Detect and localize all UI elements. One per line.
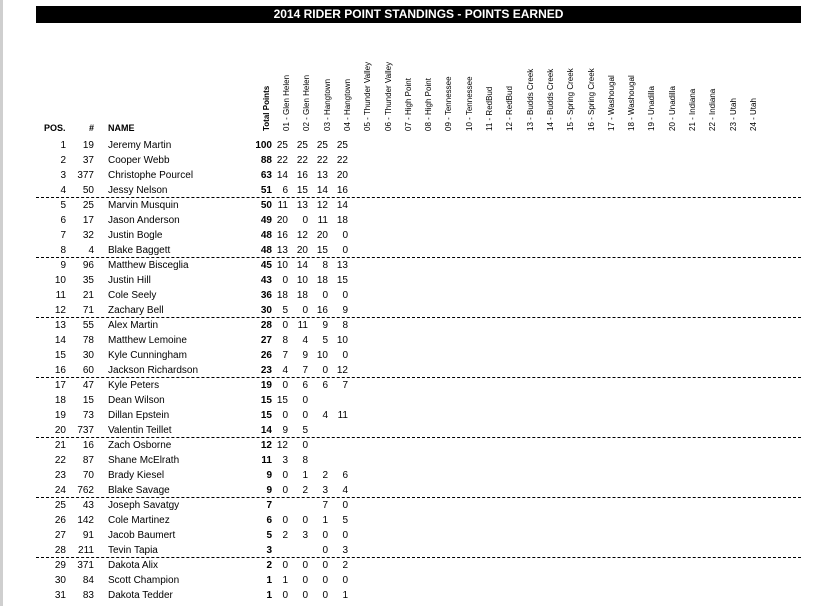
- rider-name: Jeremy Martin: [108, 140, 172, 151]
- rider-round-points: 4: [302, 335, 308, 346]
- rider-round-points: 1: [302, 470, 308, 481]
- rider-round-points: 0: [302, 395, 308, 406]
- rider-round-points: 0: [342, 350, 348, 361]
- rider-number: 15: [82, 395, 94, 406]
- rider-round-points: 4: [322, 410, 328, 421]
- rider-position: 10: [54, 275, 66, 286]
- rider-number: 19: [82, 140, 94, 151]
- rider-number: 371: [77, 560, 94, 571]
- rider-position: 27: [54, 530, 66, 541]
- rider-total-points: 100: [255, 140, 272, 151]
- rider-name: Matthew Bisceglia: [108, 260, 189, 271]
- rider-round-points: 3: [282, 455, 288, 466]
- round-header-21: 21 - Indiana: [688, 88, 697, 131]
- table-row: [36, 588, 801, 603]
- rider-round-points: 12: [316, 200, 328, 211]
- rider-round-points: 2: [322, 470, 328, 481]
- rider-round-points: 2: [302, 485, 308, 496]
- rider-total-points: 15: [260, 395, 272, 406]
- rider-number: 60: [82, 365, 94, 376]
- table-row: [36, 363, 801, 378]
- rider-round-points: 14: [296, 260, 308, 271]
- rider-total-points: 6: [266, 515, 272, 526]
- rider-number: 50: [82, 185, 94, 196]
- rider-round-points: 0: [342, 245, 348, 256]
- rider-round-points: 1: [282, 575, 288, 586]
- rider-round-points: 16: [296, 170, 308, 181]
- rider-name: Joseph Savatgy: [108, 500, 180, 511]
- num-header: #: [89, 123, 95, 133]
- rider-position: 17: [54, 380, 66, 391]
- rider-total-points: 1: [266, 575, 272, 586]
- table-row: [36, 168, 801, 183]
- rider-round-points: 0: [322, 590, 328, 601]
- table-row: [36, 573, 801, 588]
- rider-round-points: 12: [276, 440, 288, 451]
- round-header-2: 02 - Glen Helen: [302, 74, 312, 131]
- rider-round-points: 0: [342, 530, 348, 541]
- rider-position: 13: [54, 320, 66, 331]
- rider-name: Cooper Webb: [108, 155, 170, 166]
- rider-position: 14: [54, 335, 66, 346]
- rider-round-points: 5: [302, 425, 308, 436]
- table-row: [36, 228, 801, 243]
- rider-round-points: 3: [302, 530, 308, 541]
- rider-name: Jessy Nelson: [108, 185, 168, 196]
- rider-total-points: 2: [266, 560, 272, 571]
- rider-round-points: 6: [302, 380, 308, 391]
- rider-total-points: 15: [260, 410, 272, 421]
- rider-round-points: 0: [302, 305, 308, 316]
- rider-total-points: 12: [260, 440, 272, 451]
- rider-position: 6: [60, 215, 66, 226]
- rider-round-points: 6: [282, 185, 288, 196]
- rider-round-points: 22: [316, 155, 328, 166]
- rider-round-points: 13: [276, 245, 288, 256]
- rider-name: Marvin Musquin: [108, 200, 179, 211]
- rider-name: Matthew Lemoine: [108, 335, 187, 346]
- table-row: [36, 498, 801, 513]
- round-header-24: 24 - Utah: [748, 98, 758, 131]
- rider-number: 96: [82, 260, 94, 271]
- rider-round-points: 10: [276, 260, 288, 271]
- round-header-11: 11 - RedBud: [485, 86, 494, 131]
- rider-name: Scott Champion: [108, 575, 180, 586]
- rider-round-points: 0: [302, 440, 308, 451]
- rider-name: Justin Hill: [108, 275, 151, 286]
- rider-round-points: 0: [282, 560, 288, 571]
- rider-round-points: 18: [296, 290, 308, 301]
- rider-round-points: 14: [276, 170, 288, 181]
- rider-round-points: 4: [342, 485, 348, 496]
- rider-round-points: 6: [322, 380, 328, 391]
- rider-name: Alex Martin: [108, 320, 159, 331]
- rider-total-points: 23: [260, 365, 272, 376]
- rider-position: 31: [54, 590, 66, 601]
- rider-round-points: 15: [336, 275, 348, 286]
- table-row: [36, 138, 801, 153]
- round-header-4: 04 - Hangtown: [342, 78, 352, 131]
- rider-round-points: 0: [342, 575, 348, 586]
- rider-position: 2: [60, 155, 66, 166]
- rider-round-points: 6: [342, 470, 348, 481]
- rider-round-points: 0: [302, 410, 308, 421]
- rider-round-points: 9: [302, 350, 308, 361]
- rider-round-points: 25: [276, 140, 288, 151]
- table-row: [36, 213, 801, 228]
- rider-round-points: 8: [342, 320, 348, 331]
- table-row: [36, 408, 801, 423]
- rider-round-points: 7: [282, 350, 288, 361]
- rider-position: 20: [54, 425, 66, 436]
- rider-round-points: 7: [322, 500, 328, 511]
- rider-position: 7: [60, 230, 66, 241]
- rider-number: 377: [77, 170, 94, 181]
- rider-total-points: 30: [260, 305, 272, 316]
- rider-position: 15: [54, 350, 66, 361]
- rider-round-points: 0: [282, 515, 288, 526]
- rider-round-points: 10: [296, 275, 308, 286]
- rider-total-points: 51: [260, 185, 272, 196]
- round-header-18: 18 - Washougal: [627, 75, 637, 131]
- rider-position: 29: [54, 560, 66, 571]
- table-row: [36, 513, 801, 528]
- rider-round-points: 8: [322, 260, 328, 271]
- rider-position: 1: [60, 140, 66, 151]
- rider-round-points: 20: [296, 245, 308, 256]
- rider-total-points: 49: [260, 215, 272, 226]
- rider-name: Brady Kiesel: [108, 470, 165, 481]
- table-row: [36, 438, 801, 453]
- rider-round-points: 12: [296, 230, 308, 241]
- rider-round-points: 16: [276, 230, 288, 241]
- rider-round-points: 4: [282, 365, 288, 376]
- rider-round-points: 25: [296, 140, 308, 151]
- rider-round-points: 0: [282, 380, 288, 391]
- rider-number: 32: [82, 230, 94, 241]
- table-row: [36, 333, 801, 348]
- table-row: [36, 393, 801, 408]
- rider-name: Kyle Peters: [108, 380, 160, 391]
- rider-total-points: 19: [260, 380, 272, 391]
- rider-round-points: 0: [322, 575, 328, 586]
- rider-round-points: 20: [276, 215, 288, 226]
- rider-round-points: 7: [302, 365, 308, 376]
- rider-position: 4: [60, 185, 66, 196]
- rider-round-points: 16: [336, 185, 348, 196]
- rider-name: Blake Baggett: [108, 245, 171, 256]
- rider-round-points: 3: [342, 545, 348, 556]
- rider-position: 22: [54, 455, 66, 466]
- table-row: [36, 153, 801, 168]
- round-header-9: 09 - Tennessee: [444, 76, 454, 131]
- rider-position: 3: [60, 170, 66, 181]
- rider-position: 5: [60, 200, 66, 211]
- rider-round-points: 15: [296, 185, 308, 196]
- rider-round-points: 13: [316, 170, 328, 181]
- round-header-16: 16 - Spring Creek: [586, 68, 596, 131]
- rider-total-points: 88: [260, 155, 272, 166]
- rider-name: Blake Savage: [108, 485, 170, 496]
- rider-round-points: 0: [302, 575, 308, 586]
- table-row: [36, 468, 801, 483]
- rider-name: Jason Anderson: [108, 215, 180, 226]
- rider-total-points: 9: [266, 485, 272, 496]
- rider-round-points: 8: [282, 335, 288, 346]
- table-row: [36, 303, 801, 318]
- rider-round-points: 0: [322, 560, 328, 571]
- rider-round-points: 14: [316, 185, 328, 196]
- rider-round-points: 25: [336, 140, 348, 151]
- rider-round-points: 0: [322, 545, 328, 556]
- rider-number: 4: [88, 245, 94, 256]
- rider-position: 11: [55, 290, 66, 301]
- rider-number: 73: [82, 410, 94, 421]
- rider-number: 71: [82, 305, 94, 316]
- rider-position: 21: [54, 440, 66, 451]
- rider-round-points: 2: [282, 530, 288, 541]
- rider-round-points: 0: [282, 275, 288, 286]
- rider-total-points: 26: [260, 350, 272, 361]
- rider-position: 24: [54, 485, 66, 496]
- table-row: [36, 183, 801, 198]
- rider-name: Jackson Richardson: [108, 365, 199, 376]
- rider-number: 87: [82, 455, 94, 466]
- rider-total-points: 36: [260, 290, 272, 301]
- rider-round-points: 12: [336, 365, 348, 376]
- rider-number: 211: [78, 545, 94, 556]
- round-header-14: 14 - Budds Creek: [545, 68, 555, 131]
- rider-name: Zachary Bell: [108, 305, 164, 316]
- rider-number: 25: [82, 200, 94, 211]
- rider-round-points: 10: [336, 335, 348, 346]
- rider-number: 70: [82, 470, 94, 481]
- rider-total-points: 50: [260, 200, 272, 211]
- rider-total-points: 43: [260, 275, 272, 286]
- rider-position: 18: [54, 395, 66, 406]
- rider-total-points: 3: [266, 545, 272, 556]
- rider-round-points: 0: [302, 515, 308, 526]
- rider-round-points: 18: [276, 290, 288, 301]
- rider-position: 23: [54, 470, 66, 481]
- rider-total-points: 48: [260, 230, 272, 241]
- rider-number: 30: [82, 350, 94, 361]
- round-header-1: 01 - Glen Helen: [282, 74, 291, 131]
- total-points-header: Total Points: [262, 85, 271, 131]
- rider-round-points: 0: [342, 230, 348, 241]
- table-row: [36, 348, 801, 363]
- rider-total-points: 45: [260, 260, 272, 271]
- rider-number: 84: [82, 575, 94, 586]
- rider-round-points: 9: [322, 320, 328, 331]
- rider-round-points: 0: [322, 290, 328, 301]
- rider-round-points: 5: [282, 305, 288, 316]
- rider-name: Dean Wilson: [108, 395, 165, 406]
- round-header-13: 13 - Budds Creek: [525, 68, 535, 131]
- rider-name: Shane McElrath: [108, 455, 180, 466]
- rider-round-points: 22: [276, 155, 288, 166]
- table-row: [36, 423, 801, 438]
- round-header-7: 07 - High Point: [403, 78, 413, 131]
- rider-round-points: 18: [316, 275, 328, 286]
- page-edge: [0, 0, 3, 606]
- name-header: NAME: [108, 123, 135, 133]
- table-row: [36, 483, 801, 498]
- rider-number: 37: [82, 155, 94, 166]
- rider-number: 16: [82, 440, 94, 451]
- rider-round-points: 0: [302, 590, 308, 601]
- round-header-10: 10 - Tennessee: [464, 76, 474, 131]
- rider-position: 9: [60, 260, 66, 271]
- round-header-22: 22 - Indiana: [708, 88, 718, 131]
- rider-round-points: 10: [316, 350, 328, 361]
- rider-name: Kyle Cunningham: [108, 350, 187, 361]
- rider-round-points: 0: [282, 590, 288, 601]
- rider-total-points: 1: [266, 590, 272, 601]
- round-header-8: 08 - High Point: [424, 78, 434, 131]
- rider-round-points: 0: [282, 410, 288, 421]
- rider-name: Christophe Pourcel: [108, 170, 194, 181]
- rider-round-points: 9: [282, 425, 288, 436]
- round-header-3: 03 - Hangtown: [322, 78, 332, 131]
- rider-total-points: 14: [260, 425, 272, 436]
- rider-round-points: 22: [296, 155, 308, 166]
- rider-round-points: 0: [322, 530, 328, 541]
- rider-round-points: 0: [302, 215, 308, 226]
- rider-name: Tevin Tapia: [108, 545, 158, 556]
- rider-round-points: 5: [322, 335, 328, 346]
- rider-round-points: 0: [342, 500, 348, 511]
- table-row: [36, 288, 801, 303]
- rider-total-points: 9: [266, 470, 272, 481]
- round-header-17: 17 - Washougal: [606, 75, 616, 131]
- rider-position: 19: [54, 410, 66, 421]
- rider-position: 26: [54, 515, 66, 526]
- rider-position: 25: [54, 500, 66, 511]
- rider-total-points: 28: [260, 320, 272, 331]
- rider-name: Justin Bogle: [108, 230, 163, 241]
- table-row: [36, 558, 801, 573]
- rider-round-points: 0: [282, 470, 288, 481]
- rider-round-points: 14: [336, 200, 348, 211]
- rider-round-points: 9: [342, 305, 348, 316]
- rider-round-points: 5: [342, 515, 348, 526]
- rider-round-points: 11: [297, 320, 308, 331]
- rider-total-points: 11: [261, 455, 272, 466]
- pos-header: POS.: [44, 123, 66, 133]
- table-row: [36, 378, 801, 393]
- rider-round-points: 15: [276, 395, 288, 406]
- round-header-19: 19 - Unadilla: [647, 86, 657, 131]
- round-header-5: 05 - Thunder Valley: [363, 61, 373, 131]
- rider-round-points: 22: [336, 155, 348, 166]
- round-header-6: 06 - Thunder Valley: [383, 61, 393, 131]
- rider-number: 17: [82, 215, 94, 226]
- rider-round-points: 7: [342, 380, 348, 391]
- rider-position: 8: [60, 245, 66, 256]
- rider-number: 78: [82, 335, 94, 346]
- rider-number: 43: [82, 500, 94, 511]
- rider-number: 91: [82, 530, 94, 541]
- rider-round-points: 13: [336, 260, 348, 271]
- rider-round-points: 0: [282, 485, 288, 496]
- rider-round-points: 16: [316, 305, 328, 316]
- rider-round-points: 11: [277, 200, 288, 211]
- rider-round-points: 0: [282, 320, 288, 331]
- round-header-15: 15 - Spring Creek: [566, 68, 576, 131]
- table-row: [36, 528, 801, 543]
- rider-round-points: 2: [342, 560, 348, 571]
- rider-round-points: 0: [302, 560, 308, 571]
- rider-number: 47: [82, 380, 94, 391]
- table-row: [36, 543, 801, 558]
- rider-name: Dakota Tedder: [108, 590, 173, 601]
- table-row: [36, 273, 801, 288]
- rider-name: Dakota Alix: [108, 560, 159, 571]
- rider-total-points: 63: [260, 170, 272, 181]
- rider-position: 28: [54, 545, 66, 556]
- rider-total-points: 7: [266, 500, 272, 511]
- round-header-23: 23 - Utah: [728, 98, 738, 131]
- rider-number: 83: [82, 590, 94, 601]
- table-row: [36, 453, 801, 468]
- rider-position: 30: [54, 575, 66, 586]
- round-header-12: 12 - RedBud: [505, 86, 515, 131]
- rider-total-points: 5: [266, 530, 272, 541]
- table-row: [36, 318, 801, 333]
- rider-position: 16: [54, 365, 66, 376]
- rider-name: Dillan Epstein: [108, 410, 170, 421]
- rider-number: 737: [77, 425, 94, 436]
- rider-position: 12: [54, 305, 66, 316]
- rider-round-points: 20: [316, 230, 328, 241]
- rider-round-points: 11: [317, 215, 328, 226]
- rider-round-points: 20: [336, 170, 348, 181]
- table-row: [36, 198, 801, 213]
- table-row: [36, 258, 801, 273]
- rider-name: Jacob Baumert: [108, 530, 176, 541]
- rider-total-points: 48: [260, 245, 272, 256]
- rider-total-points: 27: [260, 335, 272, 346]
- rider-name: Valentin Teillet: [108, 425, 172, 436]
- rider-round-points: 1: [322, 515, 328, 526]
- rider-round-points: 3: [322, 485, 328, 496]
- rider-round-points: 18: [336, 215, 348, 226]
- rider-name: Cole Martinez: [108, 515, 170, 526]
- rider-number: 21: [82, 290, 94, 301]
- round-header-20: 20 - Unadilla: [667, 86, 677, 131]
- rider-number: 142: [77, 515, 94, 526]
- rider-round-points: 25: [316, 140, 328, 151]
- rider-name: Cole Seely: [108, 290, 157, 301]
- page-title: 2014 RIDER POINT STANDINGS - POINTS EARNED: [36, 6, 801, 23]
- rider-round-points: 15: [316, 245, 328, 256]
- rider-round-points: 0: [342, 290, 348, 301]
- rider-round-points: 8: [302, 455, 308, 466]
- rider-round-points: 1: [342, 590, 348, 601]
- rider-number: 55: [82, 320, 94, 331]
- rider-round-points: 11: [337, 410, 348, 421]
- rider-round-points: 13: [296, 200, 308, 211]
- rider-number: 762: [77, 485, 94, 496]
- rider-round-points: 0: [322, 365, 328, 376]
- rider-name: Zach Osborne: [108, 440, 172, 451]
- table-row: [36, 243, 801, 258]
- rider-number: 35: [82, 275, 94, 286]
